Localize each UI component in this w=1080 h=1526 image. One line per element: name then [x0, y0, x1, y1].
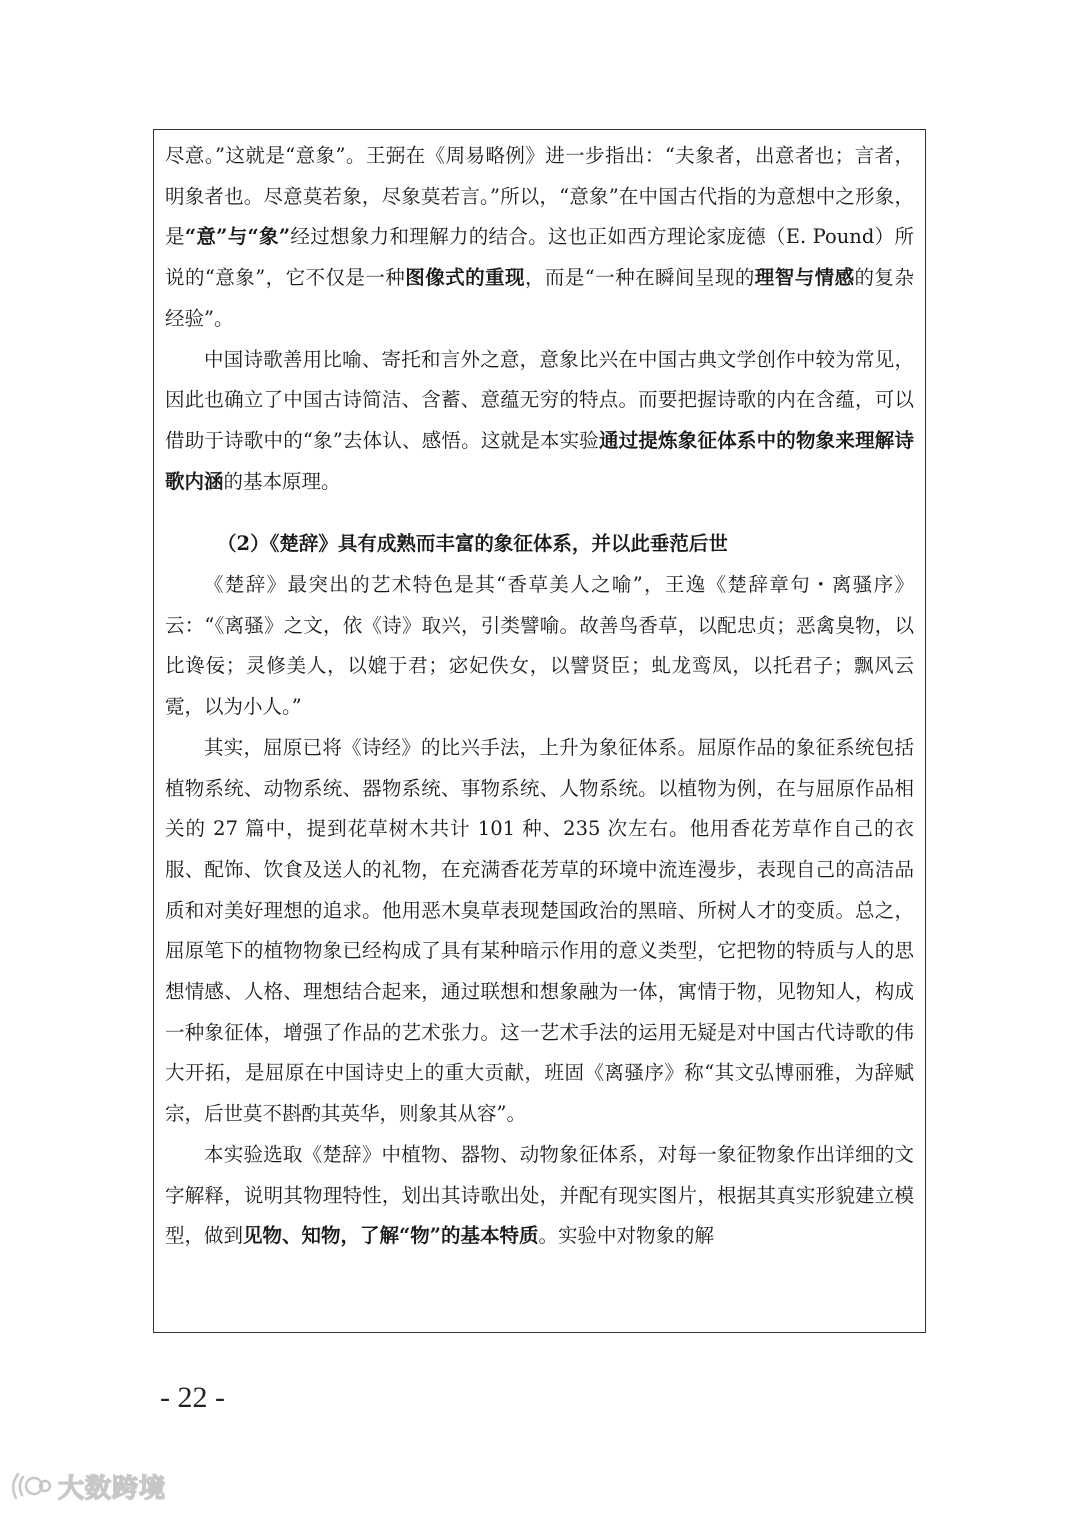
paragraph-p4 — [165, 728, 914, 1135]
text-run: 本实验选取《楚辞》中植物、器物、动物象征体系，对每一象征物象作出详细的文字解释，说明其物理特性，划出其诗歌出处，并配有现实图片，根据其真实形貌建立模型，做到 — [165, 1142, 914, 1248]
bold-text-run: 理智与情感 — [754, 266, 855, 290]
bold-text-run: 见物、知物，了解“物”的基本特质 — [243, 1224, 539, 1248]
bold-text-run: “意”与“象” — [184, 225, 291, 249]
paragraph-p3 — [165, 565, 914, 728]
text-run: 其实，屈原已将《诗经》的比兴手法，上升为象征体系。屈原作品的象征系统包括植物系统、动物系统、器物系统、事物系统、人物系统。以植物为例，在与屈原作品相关的 27 篇中，提到花草树木共计 101 种、235 次左右。他用香花芳草作自己的衣服、配饰、饮食及送人的礼物，在充满香花芳草的环境中流连漫步，表现自己的高洁品质和对美好理想的追求。他用恶木臭草表现楚国政治的黑暗、所树人才的变质。总之，屈原笔下的植物物象已经构成了具有某种暗示作用的意义类型，它把物的特质与人的思想情感、人格、理想结合起来，通过联想和想象融为一体，寓情于物，见物知人，构成一种象征体，增强了作品的艺术张力。这一艺术手法的运用无疑是对中国古代诗歌的伟大开拓，是屈原在中国诗史上的重大贡献，班固《离骚序》称“其文弘博丽雅，为辞赋宗，后世莫不斟酌其英华，则象其从容”。 — [165, 735, 914, 1126]
paragraph-p2 — [165, 340, 914, 503]
text-run: 《楚辞》最突出的艺术特色是其“香草美人之喻”，王逸《楚辞章句・离骚序》云：“《离骚》之文，依《诗》取兴，引类譬喻。故善鸟香草，以配忠贞；恶禽臭物，以比谗佞；灵修美人，以媲于君；宓妃佚女，以譬贤臣；虬龙鸾凤，以托君子；飘风云霓，以为小人。” — [165, 573, 914, 719]
paragraphs-after-heading — [165, 565, 914, 1257]
text-run: 的复杂经验”。 — [165, 266, 914, 330]
bold-text-run: 图像式的重现 — [405, 266, 525, 290]
text-run: 尽意。”这就是“意象”。王弼在《周易略例》进一步指出：“夫象者，出意者也；言者，明象者也。尽意莫若象，尽象莫若言。”所以，“意象”在中国古代指的为意想中之形象，是 — [165, 144, 914, 249]
text-run: ，而是“一种在瞬间呈现的 — [524, 266, 755, 290]
sound-wave-logo-icon — [10, 1468, 52, 1504]
section-heading: （2）《楚辞》具有成熟而丰富的象征体系，并以此垂范后世 — [217, 532, 728, 556]
document-body — [165, 136, 914, 1257]
page-number: - 22 - — [160, 1381, 225, 1414]
text-run: 经过想象力和理解力的结合。这也正如西方理论家庞德（E. Pound）所说的“意象”，它不仅是一种 — [165, 225, 914, 290]
watermark — [10, 1466, 166, 1506]
paragraph-p5 — [165, 1135, 914, 1257]
text-run: 中国诗歌善用比喻、寄托和言外之意，意象比兴在中国古典文学创作中较为常见，因此也确立了中国古诗简洁、含蓄、意蕴无穷的特点。而要把握诗歌的内在含蕴，可以借助于诗歌中的“象”去体认、感悟。这就是本实验 — [165, 347, 914, 452]
paragraph-p1 — [165, 136, 914, 340]
bold-text-run: 通过提炼象征体系中的物象来理解诗歌内涵 — [165, 428, 914, 493]
text-run: 。实验中对物象的解 — [538, 1224, 714, 1248]
text-run: 的基本原理。 — [223, 469, 341, 493]
watermark-text: 大数跨境 — [58, 1473, 167, 1504]
text-frame — [153, 129, 926, 1333]
paragraphs-before-heading — [165, 136, 914, 502]
